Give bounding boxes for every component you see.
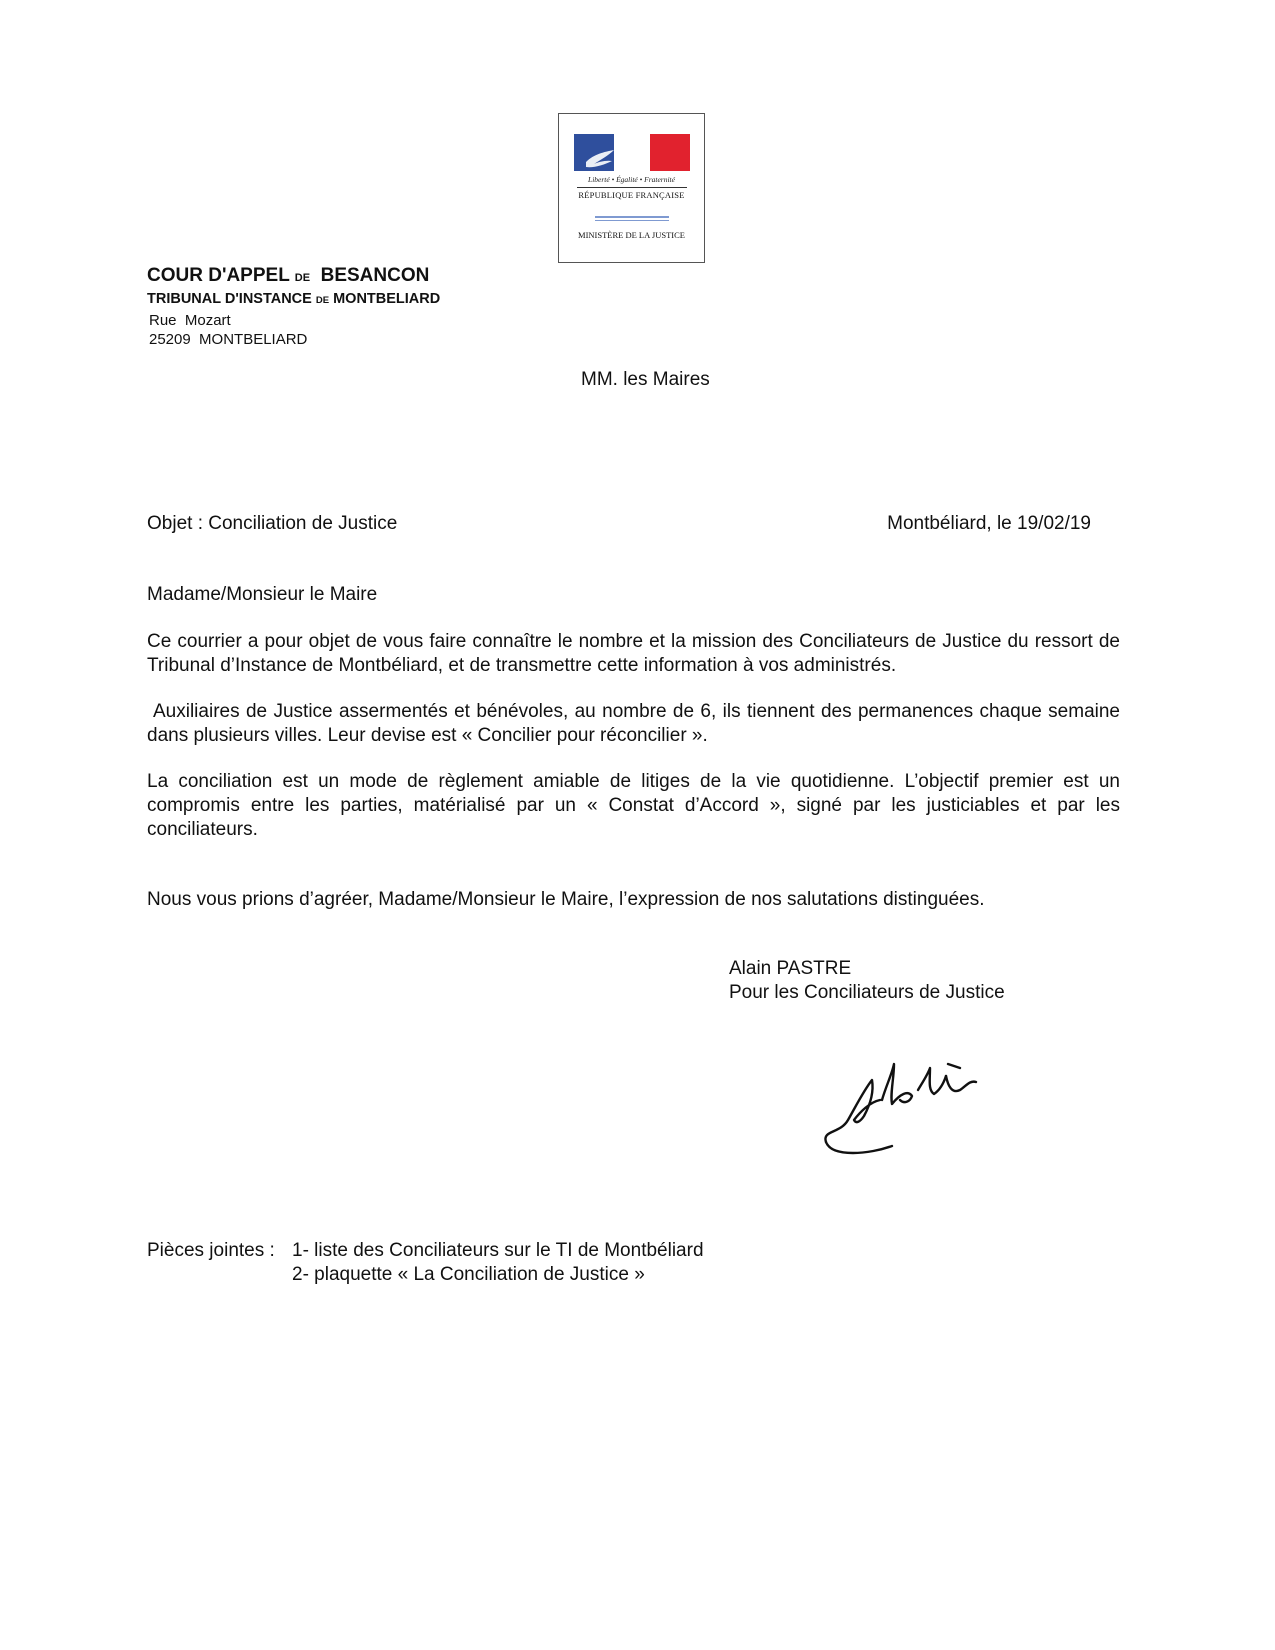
logo-divider (595, 216, 669, 218)
closing-formula: Nous vous prions d’agréer, Madame/Monsieur le Maire, l’expression de nos salutations distinguées. (147, 889, 985, 910)
flag-red-band (650, 134, 690, 171)
republic-motto: Liberté • Égalité • Fraternité (588, 175, 675, 184)
attachment-item: 2- plaquette « La Conciliation de Justice » (292, 1264, 645, 1285)
sender-postal: 25209 MONTBELIARD (149, 331, 308, 348)
attachment-item: 1- liste des Conciliateurs sur le TI de Montbéliard (292, 1240, 704, 1261)
tribunal-city: MONTBELIARD (333, 291, 441, 307)
signer-name: Alain PASTRE (729, 958, 852, 979)
logo-divider (577, 187, 687, 188)
sender-street: Rue Mozart (149, 312, 231, 329)
republic-name: RÉPUBLIQUE FRANÇAISE (578, 190, 685, 200)
court-city: BESANCON (320, 265, 430, 286)
paragraph: Auxiliaires de Justice assermentés et bénévoles, au nombre de 6, ils tiennent des permanences chaque semaine dans plusieurs villes. Leur devise est « Concilier pour réconcilier ». (147, 701, 1120, 746)
tribunal-prefix: TRIBUNAL D'INSTANCE (147, 291, 312, 307)
paragraph: La conciliation est un mode de règlement amiable de litiges de la vie quotidienne. L’objectif premier est un compromis entre les parties, matérialisé par un « Constat d’Accord », signé par les justiciables et par les conciliateurs. (147, 771, 1120, 840)
signature-stroke (825, 1080, 880, 1142)
ministry-name: MINISTÈRE DE LA JUSTICE (578, 230, 685, 240)
place-date: Montbéliard, le 19/02/19 (887, 513, 1091, 534)
handwritten-signature (820, 1050, 1020, 1160)
paragraph: Ce courrier a pour objet de vous faire connaître le nombre et la mission des Conciliateurs de Justice du ressort de Tribunal d’Instance de Montbéliard, et de transmettre cette information à vos administrés. (147, 631, 1120, 676)
attachments-label: Pièces jointes : (147, 1240, 275, 1261)
signature-stroke (948, 1064, 960, 1068)
salutation: Madame/Monsieur le Maire (147, 584, 378, 605)
signature-stroke (946, 1076, 976, 1091)
court-de: DE (294, 272, 311, 284)
signer-role: Pour les Conciliateurs de Justice (729, 982, 1005, 1003)
court-prefix: COUR D'APPEL (147, 265, 290, 286)
logo-divider (595, 220, 669, 221)
signature-stroke (826, 1142, 892, 1153)
tribunal-de: DE (315, 295, 330, 306)
marianne-flag-icon (574, 134, 690, 171)
ministry-logo (558, 113, 705, 263)
subject-line: Objet : Conciliation de Justice (147, 513, 398, 534)
tribunal-name (147, 289, 440, 311)
signature-stroke (918, 1068, 946, 1094)
recipient: MM. les Maires (581, 369, 710, 390)
sender-block (147, 265, 440, 349)
court-name (147, 265, 440, 289)
signature-stroke (882, 1064, 912, 1104)
